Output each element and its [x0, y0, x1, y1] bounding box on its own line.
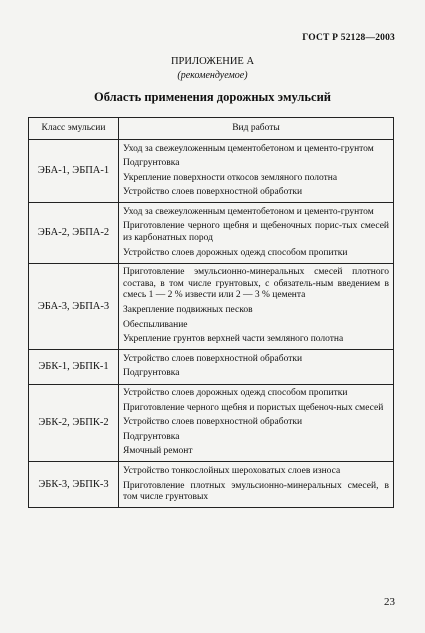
- emulsion-class-cell: ЭБК-3, ЭБПК-3: [29, 462, 119, 508]
- work-types-cell: [119, 140, 394, 203]
- emulsion-class-cell: ЭБА-3, ЭБПА-3: [29, 263, 119, 350]
- work-item: Подгрунтовка: [123, 431, 180, 442]
- emulsion-class-cell: ЭБК-2, ЭБПК-2: [29, 384, 119, 462]
- work-item: Устройство слоев поверхностной обработки: [123, 417, 303, 428]
- col-header-work: Вид работы: [119, 118, 394, 140]
- work-types-cell: [119, 263, 394, 350]
- work-item: Приготовление черного щебня и щебеночных порис-тых смесей из карбонатных пород: [123, 221, 389, 244]
- col-header-class: Класс эмульсии: [29, 118, 119, 140]
- table-header-row: [29, 118, 394, 140]
- table-row: [29, 350, 394, 384]
- work-types-cell: [119, 462, 394, 508]
- work-item: Устройство слоев поверхностной обработки: [123, 353, 303, 364]
- work-item: Подгрунтовка: [123, 368, 180, 379]
- work-item: Устройство тонкослойных шероховатых слоев износа: [123, 465, 341, 476]
- work-item: Подгрунтовка: [123, 158, 180, 169]
- work-item: Укрепление поверхности откосов земляного полотна: [123, 172, 338, 183]
- emulsion-class-cell: ЭБК-1, ЭБПК-1: [29, 350, 119, 384]
- appendix-title: ПРИЛОЖЕНИЕ А: [170, 56, 255, 67]
- work-types-cell: [119, 203, 394, 263]
- work-item: Приготовление эмульсионно-минеральных смесей плотного состава, в том числе грунтовых, с обязатель-ным введением в смесь 1 — 2 % извести или 2 — 3 % цемента: [123, 267, 389, 301]
- work-types-cell: [119, 384, 394, 462]
- table-row: [29, 384, 394, 462]
- work-item: Укрепление грунтов верхней части земляного полотна: [123, 334, 344, 345]
- table-row: [29, 263, 394, 350]
- work-item: Уход за свежеуложенным цементобетоном и цементо-грунтом: [123, 206, 374, 217]
- work-item: Приготовление плотных эмульсионно-минеральных смесей, в том числе грунтовых: [123, 480, 389, 503]
- emulsion-class-cell: ЭБА-2, ЭБПА-2: [29, 203, 119, 263]
- emulsion-table: [28, 117, 394, 508]
- page-number: 23: [384, 596, 395, 608]
- appendix-subtitle: (рекомендуемое): [177, 70, 248, 81]
- table-row: [29, 140, 394, 203]
- section-heading: Область применения дорожных эмульсий: [94, 90, 331, 104]
- work-item: Устройство слоев дорожных одежд способом пропитки: [123, 388, 348, 398]
- table-row: [29, 203, 394, 263]
- work-item: Устройство слоев поверхностной обработки: [123, 187, 303, 198]
- table-body: [29, 140, 394, 508]
- table-row: [29, 462, 394, 508]
- emulsion-class-cell: ЭБА-1, ЭБПА-1: [29, 140, 119, 203]
- work-types-cell: [119, 350, 394, 384]
- work-item: Приготовление черного щебня и пористых щебеноч-ных смесей: [123, 402, 384, 413]
- standard-number: ГОСТ Р 52128—2003: [302, 33, 395, 43]
- work-item: Закрепление подвижных песков: [123, 305, 253, 316]
- work-item: Обеспыливание: [123, 319, 188, 330]
- work-item: Устройство слоев дорожных одежд способом пропитки: [123, 247, 348, 258]
- work-item: Ямочный ремонт: [123, 446, 193, 457]
- work-item: Уход за свежеуложенным цементобетоном и цементо-грунтом: [123, 143, 374, 154]
